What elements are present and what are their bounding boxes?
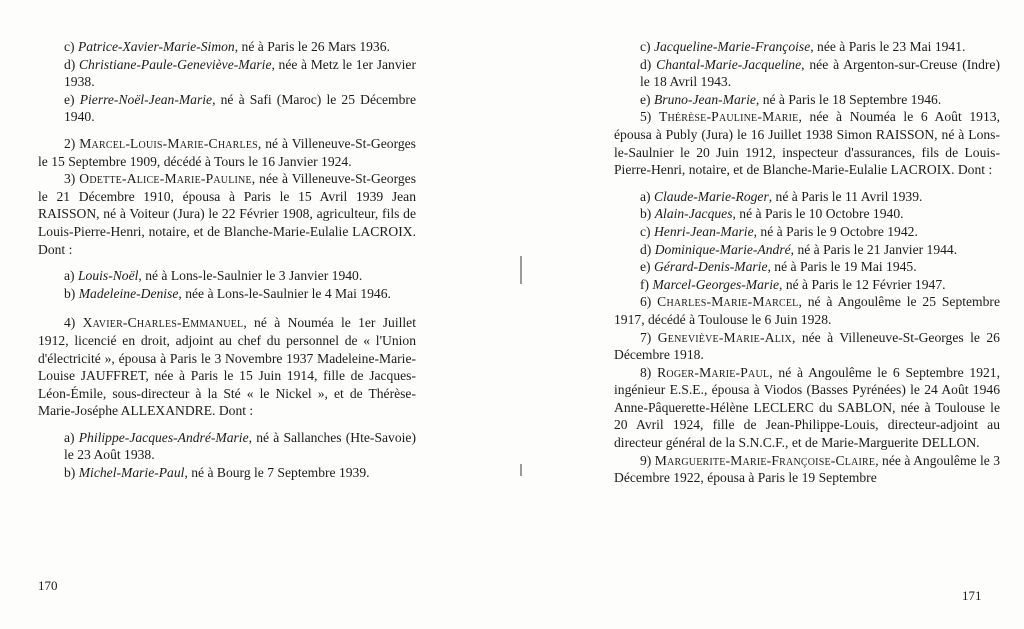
entry-2-marcel: 2) Marcel-Louis-Marie-Charles, né à Villeneuve-St-Georges le 15 Septembre 1909, décédé à Tours le 16 Janvier 1924. — [38, 135, 416, 169]
person-name: Marguerite-Marie-Françoise-Claire — [654, 452, 876, 468]
person-name: Charles-Marie-Marcel — [657, 294, 799, 310]
person-name: Odette-Alice-Marie-Pauline — [79, 171, 252, 187]
entry-3-odette: 3) Odette-Alice-Marie-Pauline, née à Villeneuve-St-Georges le 21 Décembre 1910, épousa à Paris le 15 Avril 1939 Jean RAISSON, né à Voiteur (Jura) le 22 Février 1908, agriculteur, fils de Louis-Pierre-Henri, notaire, et de Blanche-Marie-Eulalie LACROIX. Dont : — [38, 171, 416, 257]
person-name: Marcel-Louis-Marie-Charles — [79, 135, 258, 151]
person-name: Louis-Noël — [77, 268, 139, 284]
person-name: Pierre-Noël-Jean-Marie — [79, 91, 213, 107]
person-name: Bruno-Jean-Marie — [653, 91, 756, 107]
person-name: Patrice-Xavier-Marie-Simon — [77, 39, 235, 54]
person-name: Gérard-Denis-Marie — [653, 259, 768, 275]
entry-c-jacqueline: c) Jacqueline-Marie-Françoise, née à Paris le 23 Mai 1941. — [640, 39, 966, 54]
person-name: Xavier-Charles-Emmanuel — [82, 315, 244, 331]
person-name: Roger-Marie-Paul — [657, 364, 770, 380]
person-name: Alain-Jacques — [654, 206, 733, 222]
entry-e-gerard: e) Gérard-Denis-Marie, né à Paris le 19 Mai 1945. — [640, 259, 917, 275]
entry-c-patrice: c) Patrice-Xavier-Marie-Simon, né à Paris le 26 Mars 1936. — [64, 39, 390, 54]
entry-a-claude: a) Claude-Marie-Roger, né à Paris le 11 Avril 1939. — [640, 188, 923, 204]
person-name: Michel-Marie-Paul — [78, 465, 185, 481]
entry-6-charles: 6) Charles-Marie-Marcel, né à Angoulême le 25 Septembre 1917, décédé à Toulouse le 6 Juin 1928. — [614, 294, 1000, 327]
person-name: Thérèse-Pauline-Marie — [658, 109, 799, 125]
entry-d-dominique: d) Dominique-Marie-André, né à Paris le 21 Janvier 1944. — [640, 241, 958, 257]
entry-a-louis: a) Louis-Noël, né à Lons-le-Saulnier le 3 Janvier 1940. — [64, 268, 363, 284]
entry-f-marcel: f) Marcel-Georges-Marie, né à Paris le 12 Février 1947. — [640, 276, 946, 292]
entry-8-roger: 8) Roger-Marie-Paul, né à Angoulême le 6 Septembre 1921, ingénieur E.S.E., épousa à Viodos (Basses Pyrénées) le 24 Août 1946 Anne-Pâquerette-Hélène LECLERC du SABLON, née à Toulouse le 20 Avril 1924, fille de Jean-Philippe-Louis, directeur-adjoint au directeur général de la S.N.C.F., et de Marie-Marguerite DELLON. — [614, 364, 1000, 451]
page-number-left: 170 — [38, 578, 58, 593]
entry-7-genevieve: 7) Geneviève-Marie-Alix, née à Villeneuve-St-Georges le 26 Décembre 1918. — [614, 329, 1000, 363]
person-name: Dominique-Marie-André — [654, 241, 791, 257]
entry-e-bruno: e) Bruno-Jean-Marie, né à Paris le 18 Septembre 1946. — [640, 91, 942, 107]
right-page — [512, 0, 1024, 629]
person-name: Philippe-Jacques-André-Marie — [78, 429, 249, 445]
person-name: Marcel-Georges-Marie — [652, 276, 780, 292]
entry-d-christiane: d) Christiane-Paule-Geneviève-Marie, née à Metz le 1er Janvier 1938. — [64, 56, 416, 90]
person-name: Jacqueline-Marie-Françoise — [653, 39, 811, 54]
entry-4-xavier: 4) Xavier-Charles-Emmanuel, né à Nouméa le 1er Juillet 1912, licencié en droit, adjoint au chef du personnel de « l'Union d'électricité », épousa à Paris le 3 Novembre 1937 Madeleine-Marie-Louise JAUFFRET, née à Paris le 15 Juin 1914, fille de Jacques-Léon-Émile, sous-directeur à la Sté « le Nickel », et de Thérèse-Marie-Joséphe ALLEXANDRE. Dont : — [38, 315, 416, 419]
person-name: Henri-Jean-Marie — [653, 223, 754, 239]
page-number-right: 171 — [962, 588, 982, 603]
person-name: Madeleine-Denise — [78, 285, 179, 301]
entry-b-michel: b) Michel-Marie-Paul, né à Bourg le 7 Septembre 1939. — [64, 465, 370, 481]
left-text-column — [38, 38, 416, 482]
entry-c-henri: c) Henri-Jean-Marie, né à Paris le 9 Octobre 1942. — [640, 223, 918, 239]
person-name: Claude-Marie-Roger — [653, 188, 769, 204]
entry-e-pierre: e) Pierre-Noël-Jean-Marie, né à Safi (Maroc) le 25 Décembre 1940. — [64, 91, 416, 125]
person-name: Geneviève-Marie-Alix — [657, 329, 792, 345]
right-text-column — [614, 38, 1000, 487]
entry-b-madeleine: b) Madeleine-Denise, née à Lons-le-Saulnier le 4 Mai 1946. — [64, 285, 391, 301]
entry-b-alain: b) Alain-Jacques, né à Paris le 10 Octobre 1940. — [640, 206, 904, 222]
entry-a-philippe: a) Philippe-Jacques-André-Marie, né à Sallanches (Hte-Savoie) le 23 Août 1938. — [64, 429, 416, 463]
entry-5-therese: 5) Thérèse-Pauline-Marie, née à Nouméa le 6 Août 1913, épousa à Publy (Jura) le 16 Juillet 1938 Simon RAISSON, né à Lons-le-Saulnier le 20 Juin 1912, inspecteur d'assurances, fils de Louis-Pierre-Henri, notaire, et de Blanche-Marie-Eulalie LACROIX. Dont : — [614, 109, 1000, 178]
person-name: Chantal-Marie-Jacqueline — [656, 56, 802, 72]
person-name: Christiane-Paule-Geneviève-Marie — [78, 56, 272, 72]
entry-d-chantal: d) Chantal-Marie-Jacqueline, née à Argenton-sur-Creuse (Indre) le 18 Avril 1943. — [640, 56, 1000, 90]
entry-9-marguerite: 9) Marguerite-Marie-Françoise-Claire, née à Angoulême le 3 Décembre 1922, épousa à Paris le 19 Septembre — [614, 452, 1000, 486]
